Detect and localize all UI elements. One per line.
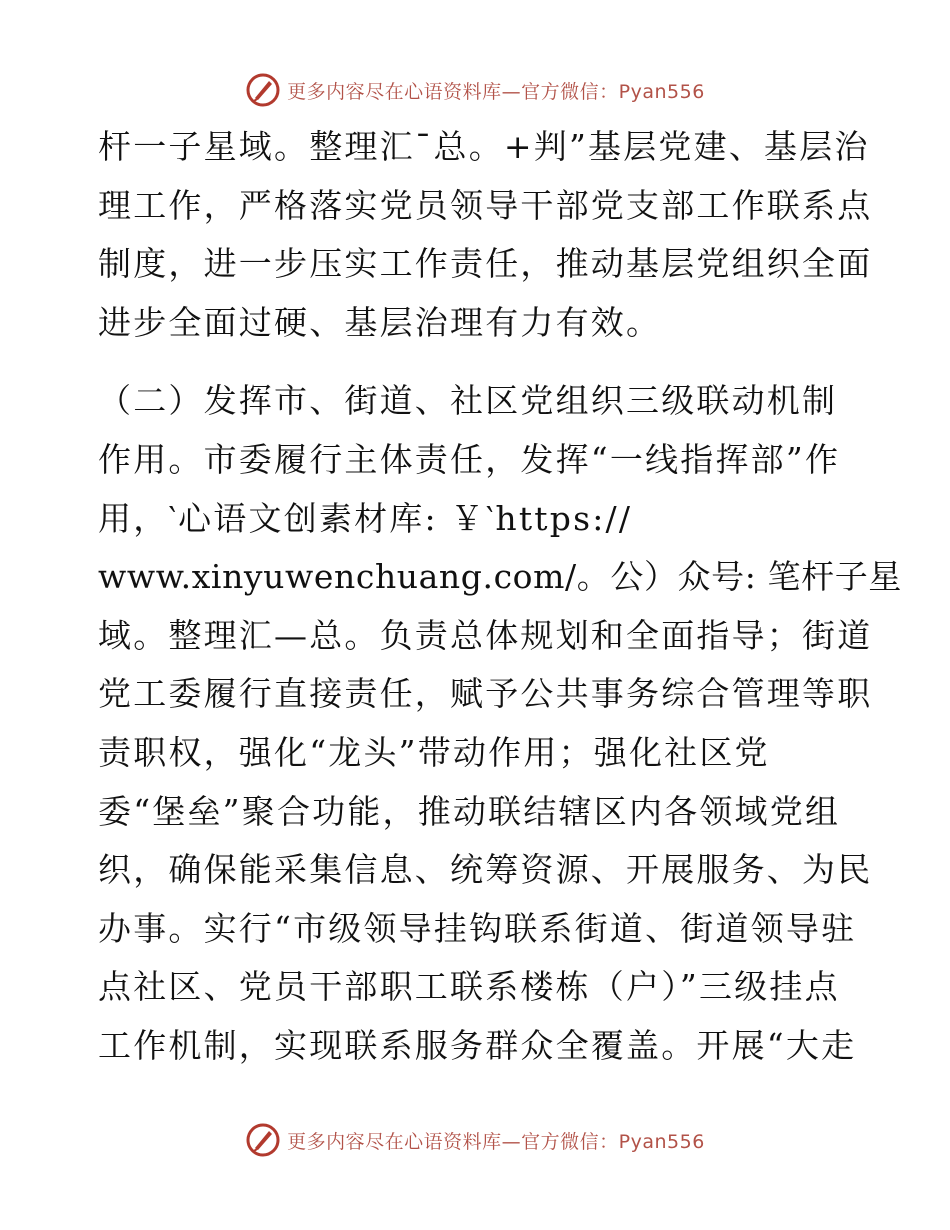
paragraph-1 bbox=[98, 118, 873, 352]
text-line: 工作机制，实现联系服务群众全覆盖。开展“大走 bbox=[98, 1025, 857, 1065]
text-line: 委“堡垒”聚合功能，推动联结辖区内各领域党组 bbox=[98, 791, 841, 831]
text-line: 制度，进一步压实工作责任，推动基层党组织全面 bbox=[98, 244, 873, 284]
text-line: 进步全面过硬、基层治理有力有效。 bbox=[98, 302, 662, 342]
text-line: 责职权，强化“龙头”带动作用；强化社区党 bbox=[98, 732, 770, 772]
document-body bbox=[98, 118, 902, 1076]
paragraph-2 bbox=[98, 372, 902, 1075]
quill-logo-icon bbox=[245, 1122, 281, 1158]
text-line: 点社区、党员干部职工联系楼栋（户）”三级挂点 bbox=[98, 967, 840, 1007]
text-line: 用，‵心语文创素材库: ￥‵https:// bbox=[98, 498, 633, 538]
text-line: 理工作，严格落实党员领导干部党支部工作联系点 bbox=[98, 185, 873, 225]
text-line: 织，确保能采集信息、统筹资源、开展服务、为民 bbox=[98, 850, 873, 890]
text-line: 杆一子星域。整理汇¯总。+判”基层党建、基层治 bbox=[98, 127, 870, 166]
banner-text: 更多内容尽在心语资料库—官方微信：Pyan556 bbox=[287, 80, 705, 103]
top-banner bbox=[0, 70, 950, 110]
text-line: （二）发挥市、街道、社区党组织三级联动机制 bbox=[98, 381, 838, 421]
text-line-url: www.xinyuwenchuang.com/。公）众号: 笔杆子星 bbox=[98, 557, 902, 597]
text-line: 党工委履行直接责任，赋予公共事务综合管理等职 bbox=[98, 674, 873, 714]
text-line: 域。整理汇—总。负责总体规划和全面指导；街道 bbox=[98, 615, 873, 655]
text-line: 作用。市委履行主体责任，发挥“一线指挥部”作 bbox=[98, 439, 841, 479]
banner-text: 更多内容尽在心语资料库—官方微信：Pyan556 bbox=[287, 1130, 705, 1153]
bottom-banner bbox=[0, 1120, 950, 1160]
quill-logo-icon bbox=[245, 72, 281, 108]
text-line: 办事。实行“市级领导挂钩联系街道、街道领导驻 bbox=[98, 908, 857, 948]
